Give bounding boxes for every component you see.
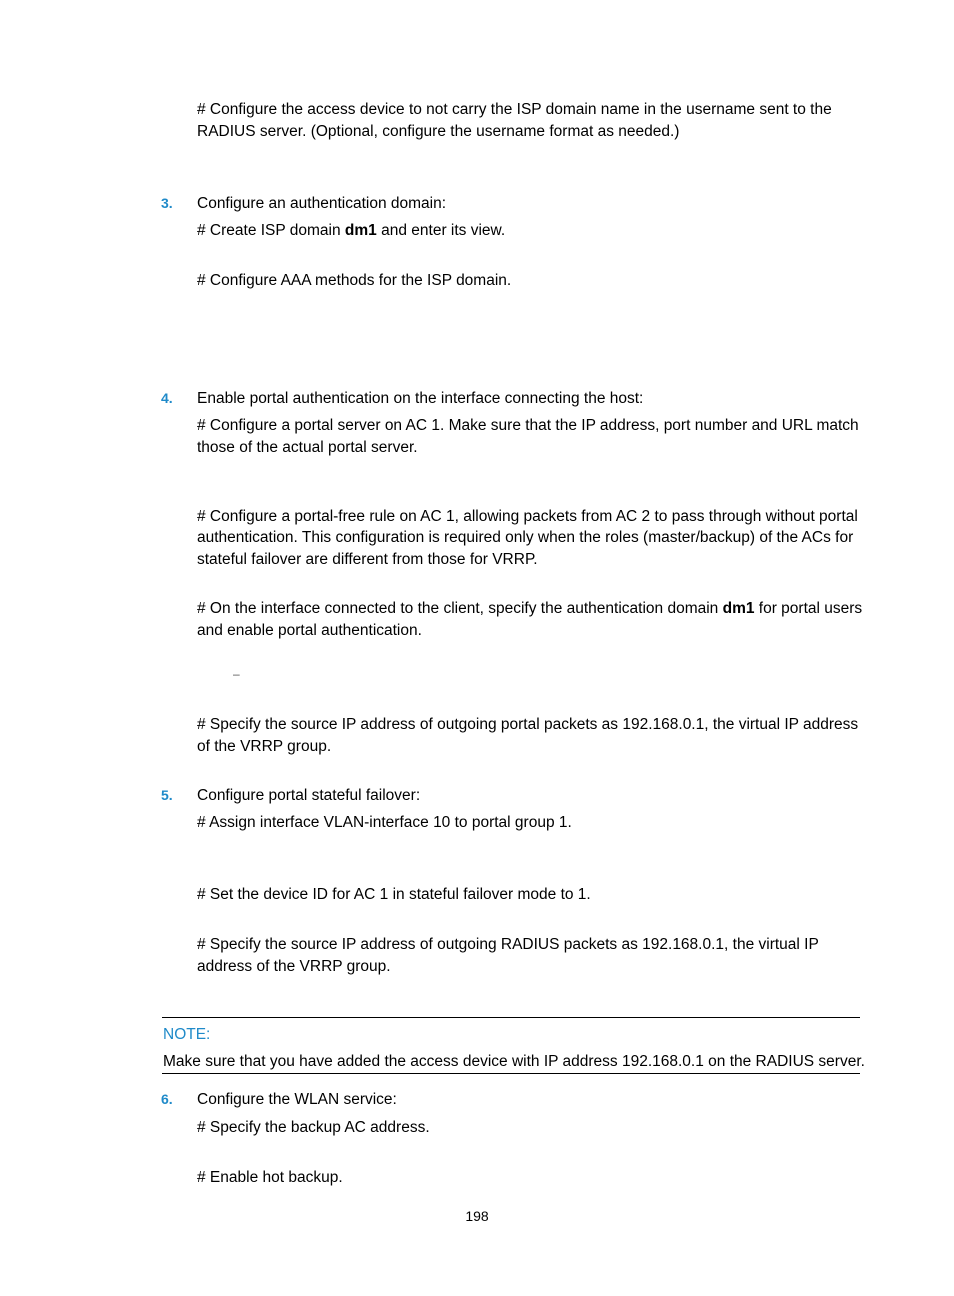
text-run: for portal users	[754, 600, 863, 617]
text-run: and enter its view.	[376, 222, 506, 239]
paragraph-line: # Configure a portal server on AC 1. Make sure that the IP address, port number and URL match	[197, 417, 859, 434]
paragraph-line: # Configure a portal-free rule on AC 1, allowing packets from AC 2 to pass through without portal	[197, 508, 858, 525]
step-number-3: 3.	[161, 195, 173, 211]
text-run: # Create ISP domain	[197, 222, 345, 239]
domain-name-bold: dm1	[722, 600, 755, 617]
step-4-label: Enable portal authentication on the interface connecting the host:	[197, 390, 644, 407]
dash-mark: –	[233, 667, 240, 681]
step-number-5: 5.	[161, 787, 173, 803]
paragraph-line: # Specify the source IP address of outgoing RADIUS packets as 192.168.0.1, the virtual IP	[197, 936, 819, 953]
step-3-aaa-methods: # Configure AAA methods for the ISP domain.	[197, 272, 512, 289]
note-bottom-rule	[162, 1073, 860, 1074]
step-6-label: Configure the WLAN service:	[197, 1091, 397, 1108]
step-3-label: Configure an authentication domain:	[197, 195, 447, 212]
paragraph-line: stateful failover are different from those for VRRP.	[197, 551, 538, 568]
paragraph-line: authentication. This configuration is required only when the roles (master/backup) of the ACs for	[197, 529, 854, 546]
paragraph-line: # Specify the source IP address of outgoing portal packets as 192.168.0.1, the virtual IP address	[197, 716, 859, 733]
paragraph-line: and enable portal authentication.	[197, 622, 422, 639]
domain-name-bold: dm1	[344, 222, 377, 239]
paragraph-line: # Enable hot backup.	[197, 1169, 343, 1186]
paragraph-line: those of the actual portal server.	[197, 439, 418, 456]
step-number-6: 6.	[161, 1091, 173, 1107]
note-top-rule	[162, 1017, 860, 1018]
paragraph-line: RADIUS server. (Optional, configure the username format as needed.)	[197, 123, 680, 140]
paragraph-line: of the VRRP group.	[197, 738, 332, 755]
paragraph-line: # Configure the access device to not carry the ISP domain name in the username sent to the	[197, 101, 832, 118]
text-run: # On the interface connected to the client, specify the authentication domain	[197, 600, 723, 617]
step-number-4: 4.	[161, 390, 173, 406]
paragraph-line	[197, 598, 862, 620]
paragraph-line: # Specify the backup AC address.	[197, 1119, 430, 1136]
note-label: NOTE:	[163, 1026, 211, 1043]
paragraph-line: address of the VRRP group.	[197, 958, 391, 975]
step-5-label: Configure portal stateful failover:	[197, 787, 421, 804]
page-number: 198	[465, 1208, 489, 1224]
step-3-create-domain	[197, 220, 505, 242]
note-text: Make sure that you have added the access device with IP address 192.168.0.1 on the RADIUS server.	[163, 1053, 865, 1070]
paragraph-line: # Assign interface VLAN-interface 10 to portal group 1.	[197, 814, 572, 831]
paragraph-line: # Set the device ID for AC 1 in stateful failover mode to 1.	[197, 886, 591, 903]
